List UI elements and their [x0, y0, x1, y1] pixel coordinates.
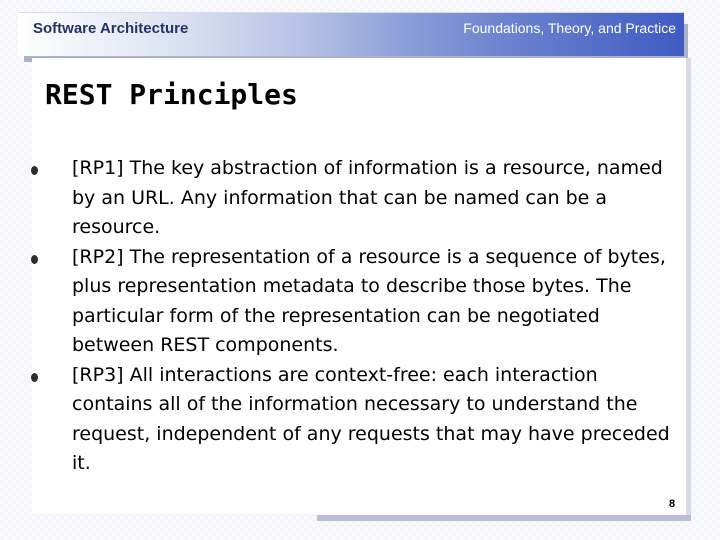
- slide-title: REST Principles: [45, 78, 298, 111]
- course-title: Software Architecture: [33, 20, 189, 37]
- bullet-dot-icon: [31, 255, 38, 264]
- content-panel-shadow-bottom: [317, 515, 691, 521]
- content-panel-shadow-right: [686, 58, 691, 521]
- bullet-item-rp3: [28, 361, 683, 479]
- bullet-item-rp1: [28, 154, 683, 243]
- bullet-text: [RP1] The key abstraction of information is a resource, named by an URL. Any information that can be named can be a resource.: [72, 157, 663, 238]
- bullet-text: [RP2] The representation of a resource is a sequence of bytes, plus representation metadata to describe those bytes. The particular form of the representation can be negotiated between REST components.: [72, 245, 666, 356]
- bullet-text: [RP3] All interactions are context-free: each interaction contains all of the information necessary to understand the request, independent of any requests that may have preceded it.: [72, 363, 670, 474]
- bullet-dot-icon: [31, 166, 38, 175]
- bullet-list: [28, 154, 683, 479]
- slide-number: 8: [669, 498, 676, 510]
- course-subtitle: Foundations, Theory, and Practice: [463, 20, 676, 36]
- bullet-dot-icon: [31, 373, 38, 382]
- bullet-item-rp2: [28, 243, 683, 361]
